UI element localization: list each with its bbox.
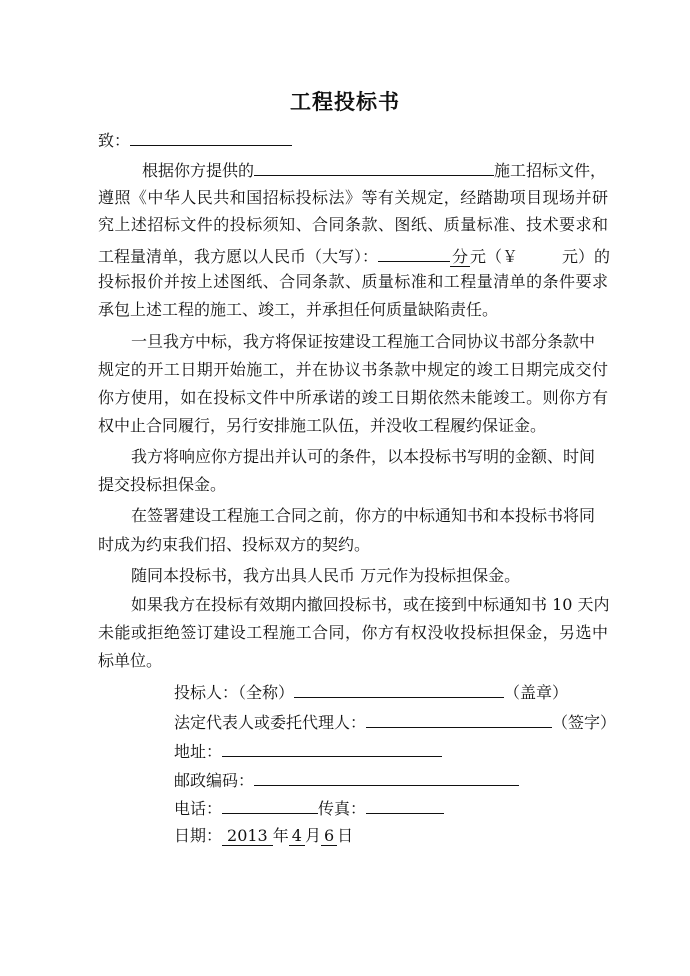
address-line xyxy=(174,739,442,762)
bidder-label: 投标人：（全称） xyxy=(174,683,295,702)
page-title: 工程投标书 xyxy=(290,90,400,114)
address-label: 地址： xyxy=(174,742,223,761)
fen-text: 分 xyxy=(452,247,469,266)
p2-line-4: 权中止合同履行，另行安排施工队伍，并没收工程履约保证金。 xyxy=(98,416,547,435)
year-unit: 年 xyxy=(272,826,289,845)
project-name-blank[interactable] xyxy=(254,158,494,176)
p1-line-1 xyxy=(142,158,606,181)
p1-line-6: 承包上述工程的施工、竣工，并承担任何质量缺陷责任。 xyxy=(98,300,499,319)
addressee-line xyxy=(98,128,292,151)
p1-line-4 xyxy=(98,244,610,267)
to-label: 致： xyxy=(98,131,131,150)
phone-label: 电话： xyxy=(174,799,223,818)
p2-line-1: 一旦我方中标，我方将保证按建设工程施工合同协议书部分条款中 xyxy=(131,332,596,351)
seal-note: （盖章） xyxy=(504,683,569,702)
p3-line-2: 提交投标担保金。 xyxy=(98,475,227,494)
p1-line-3: 究上述招标文件的投标须知、合同条款、图纸、质量标准、技术要求和 xyxy=(98,215,608,234)
p5-line-1: 随同本投标书，我方出具人民币 万元作为投标担保金。 xyxy=(131,566,521,585)
year-value[interactable]: 2013 xyxy=(222,826,273,846)
phone-fax-line xyxy=(174,796,444,819)
month-value[interactable]: 4 xyxy=(289,826,305,846)
date-label: 日期： xyxy=(174,826,223,845)
bidder-blank[interactable] xyxy=(294,680,504,698)
postcode-line xyxy=(174,768,519,791)
yuan-yen-text: 元（￥ xyxy=(470,247,519,266)
p2-line-3: 你方使用，如在投标文件中所承诺的竣工日期依然未能竣工。则你方有 xyxy=(98,388,608,407)
p3-line-1: 我方将响应你方提出并认可的条件，以本投标书写明的金额、时间 xyxy=(131,447,596,466)
fax-blank[interactable] xyxy=(366,796,444,814)
fax-label: 传真： xyxy=(318,799,367,818)
bidder-line xyxy=(174,680,568,703)
p1-line-2: 遵照《中华人民共和国招标投标法》等有关规定，经踏勘项目现场并研 xyxy=(98,188,608,207)
phone-blank[interactable] xyxy=(222,796,318,814)
postcode-label: 邮政编码： xyxy=(174,771,255,790)
p2-line-2: 规定的开工日期开始施工，并在协议书条款中规定的竣工日期完成交付 xyxy=(98,360,608,379)
signature-note: （签字） xyxy=(552,713,617,732)
day-value[interactable]: 6 xyxy=(321,826,337,846)
yuan-de-text: 元）的 xyxy=(562,247,611,266)
p6-line-2: 未能或拒绝签订建设工程施工合同，你方有权没收投标担保金，另选中 xyxy=(98,623,608,642)
month-unit: 月 xyxy=(304,826,321,845)
p1-text-a: 根据你方提供的 xyxy=(142,161,255,180)
postcode-blank[interactable] xyxy=(254,768,519,786)
p1-line-5: 投标报价并按上述图纸、合同条款、质量标准和工程量清单的条件要求 xyxy=(98,272,608,291)
p1-text-b: 施工招标文件， xyxy=(494,161,607,180)
p4-line-2: 时成为约束我们招、投标双方的契约。 xyxy=(98,535,371,554)
date-line xyxy=(174,826,353,846)
addressee-blank[interactable] xyxy=(130,128,292,146)
p6-line-1: 如果我方在投标有效期内撤回投标书，或在接到中标通知书 10 天内 xyxy=(131,595,610,614)
representative-line xyxy=(174,710,616,733)
p6-line-3: 标单位。 xyxy=(98,651,163,670)
rmb-label: 工程量清单，我方愿以人民币（大写）： xyxy=(98,247,379,266)
amount-words-blank[interactable] xyxy=(378,244,450,262)
p4-line-1: 在签署建设工程施工合同之前，你方的中标通知书和本投标书将同 xyxy=(131,506,596,525)
address-blank[interactable] xyxy=(222,739,442,757)
representative-blank[interactable] xyxy=(366,710,552,728)
representative-label: 法定代表人或委托代理人： xyxy=(174,713,367,732)
day-unit: 日 xyxy=(337,826,354,845)
